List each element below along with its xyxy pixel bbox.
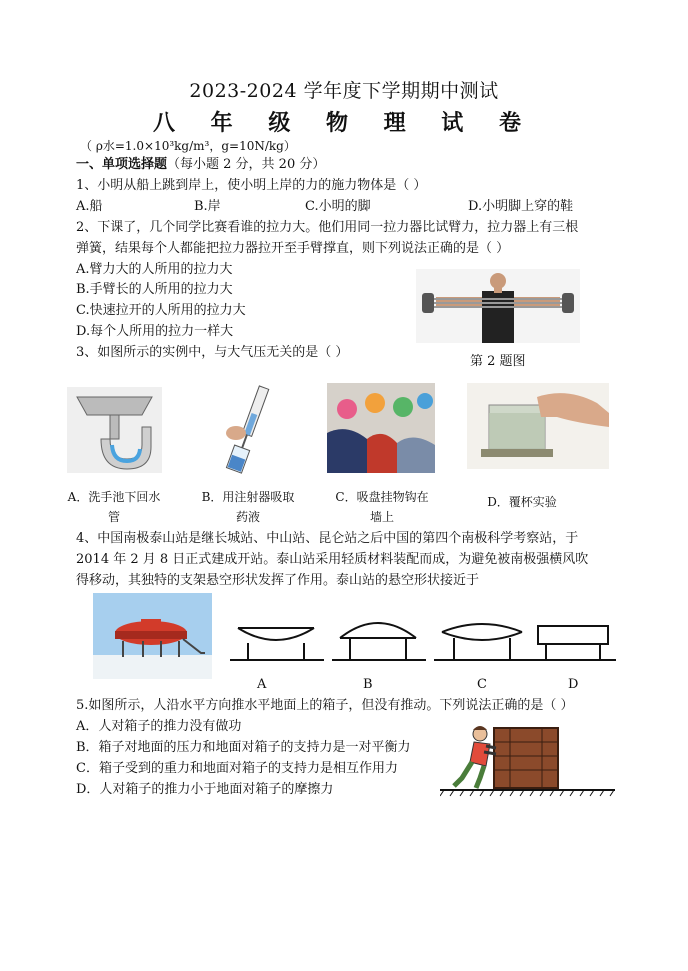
q1-option-b: B.岸 bbox=[194, 199, 221, 214]
q4-label-b: B bbox=[363, 677, 373, 692]
q2-stem-line2: 弹簧，结果每个人都能把拉力器拉开至手臂撑直，则下列说法正确的是（ ） bbox=[76, 241, 510, 256]
section-title: 一、单项选择题 bbox=[76, 157, 168, 172]
q2-option-a: A.臂力大的人所用的拉力大 bbox=[76, 262, 233, 277]
q3-stem: 3、如图所示的实例中，与大气压无关的是（ ） bbox=[76, 345, 349, 360]
exam-title: 2023-2024 学年度下学期期中测试 bbox=[189, 80, 499, 102]
q3-caption-a: A．洗手池下回水管 bbox=[67, 490, 161, 524]
q4-line1: 4、中国南极泰山站是继长城站、中山站、昆仑站之后中国的第四个南极科学考察站，于 bbox=[76, 531, 579, 546]
q5-option-b: B．箱子对地面的压力和地面对箱子的支持力是一对平衡力 bbox=[76, 740, 411, 755]
exam-subtitle: 八 年 级 物 理 试 卷 bbox=[153, 110, 535, 136]
taishan-station-photo bbox=[93, 593, 212, 679]
q4-line2: 2014 年 2 月 8 日正式建成开站。泰山站采用轻质材料装配而成，为避免被南极强横风吹 bbox=[76, 552, 589, 567]
q2-figure-caption: 第 2 题图 bbox=[470, 354, 526, 369]
section-heading bbox=[76, 156, 325, 174]
chest-expander-image bbox=[416, 269, 580, 343]
q2-option-c: C.快速拉开的人所用的拉力大 bbox=[76, 303, 246, 318]
q4-label-d: D bbox=[568, 677, 579, 692]
section-note: （每小题 2 分，共 20 分） bbox=[167, 157, 326, 172]
q1-option-d: D.小明脚上穿的鞋 bbox=[468, 199, 574, 214]
q5-stem: 5.如图所示，人沿水平方向推水平地面上的箱子，但没有推动。下列说法正确的是（ ） bbox=[76, 698, 574, 713]
q1-stem: 1、小明从船上跳到岸上，使小明上岸的力的施力物体是（ ） bbox=[76, 178, 427, 193]
q2-option-b: B.手臂长的人所用的拉力大 bbox=[76, 282, 233, 297]
q5-option-a: A．人对箱子的推力没有做功 bbox=[76, 719, 242, 734]
inverted-cup-image bbox=[467, 383, 609, 469]
q3-caption-b: B．用注射器吸取药液 bbox=[201, 490, 295, 524]
q2-stem-line1: 2、下课了，几个同学比赛看谁的拉力大。他们用同一拉力器比试臂力，拉力器上有三根 bbox=[76, 220, 579, 235]
pushing-box-illustration bbox=[440, 722, 615, 798]
syringe-image bbox=[218, 383, 280, 475]
q4-label-c: C bbox=[477, 677, 487, 692]
constants-line: （ ρ水=1.0×10³kg/m³，g=10N/kg） bbox=[80, 139, 296, 153]
q5-option-c: C．箱子受到的重力和地面对箱子的支持力是相互作用力 bbox=[76, 761, 398, 776]
q5-option-d: D．人对箱子的推力小于地面对箱子的摩擦力 bbox=[76, 782, 334, 797]
q1-option-c: C.小明的脚 bbox=[305, 199, 371, 214]
sink-drain-image bbox=[67, 387, 162, 473]
q1-option-a: A.船 bbox=[76, 199, 103, 214]
q3-caption-d: D．覆杯实验 bbox=[487, 495, 557, 509]
suction-hook-image bbox=[327, 383, 435, 473]
q4-line3: 得移动，其独特的支架悬空形状发挥了作用。泰山站的悬空形状接近于 bbox=[76, 573, 480, 588]
station-shape-diagrams bbox=[228, 612, 618, 668]
q4-label-a: A bbox=[257, 677, 267, 692]
q3-caption-c: C．吸盘挂物钩在墙上 bbox=[335, 490, 429, 524]
q2-option-d: D.每个人所用的拉力一样大 bbox=[76, 324, 234, 339]
